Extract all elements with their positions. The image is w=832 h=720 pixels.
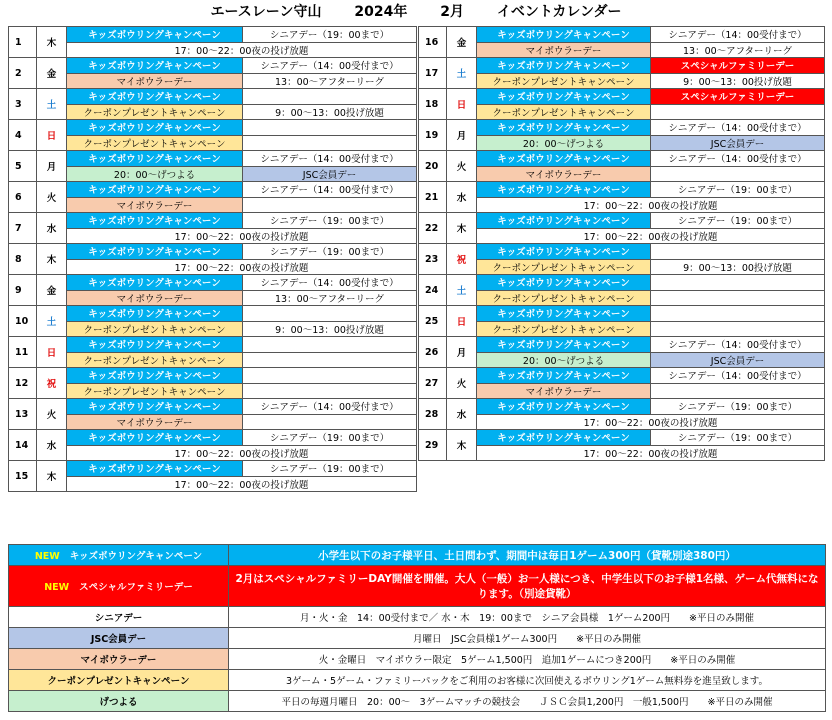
event-myball: マイボウラーデー xyxy=(477,42,651,58)
day-number: 25 xyxy=(419,306,447,337)
event-sr19: シニアデー（19：00まで） xyxy=(651,182,825,198)
calendar-day-row-2 xyxy=(9,135,417,151)
legend-name xyxy=(9,545,229,566)
legend-name-label: JSC会員デー xyxy=(90,634,147,645)
event-blank xyxy=(651,166,825,182)
event-kids: キッズボウリングキャンペーン xyxy=(67,368,243,384)
calendar-day-row xyxy=(419,58,825,74)
event-morn: 9：00～13：00投げ放題 xyxy=(651,73,825,89)
event-coupon: クーポンプレゼントキャンペーン xyxy=(67,104,243,120)
calendar-day-row-2 xyxy=(9,321,417,337)
calendar-day-row xyxy=(419,89,825,105)
day-of-week: 土 xyxy=(37,306,67,337)
legend-name-label: クーポンプレゼントキャンペーン xyxy=(47,676,190,687)
day-of-week: 祝 xyxy=(447,244,477,275)
event-kids: キッズボウリングキャンペーン xyxy=(67,213,243,229)
event-myball: マイボウラーデー xyxy=(67,414,243,430)
legend-description: 火・金曜日 マイボウラー限定 5ゲーム1,500円 追加1ゲームにつき200円 ※平日のみ開催 xyxy=(229,649,826,670)
event-blank xyxy=(243,337,417,353)
calendar-day-row-2 xyxy=(9,73,417,89)
calendar-day-row-2 xyxy=(9,414,417,430)
event-sr14: シニアデー（14：00受付まで） xyxy=(243,151,417,167)
legend-name-label: げつよる xyxy=(99,697,138,708)
calendar-day-row xyxy=(9,306,417,322)
day-of-week: 土 xyxy=(37,89,67,120)
calendar-day-row-2 xyxy=(9,259,417,275)
calendar-day-row xyxy=(9,430,417,446)
event-coupon: クーポンプレゼントキャンペーン xyxy=(67,352,243,368)
legend-description: 3ゲーム・5ゲーム・ファミリーパックをご利用のお客様に次回使えるボウリング1ゲーム無料券を進呈致します。 xyxy=(229,670,826,691)
event-sr14: シニアデー（14：00受付まで） xyxy=(243,275,417,291)
calendar-day-row xyxy=(419,399,825,415)
event-morn: 9：00～13：00投げ放題 xyxy=(243,104,417,120)
event-coupon: クーポンプレゼントキャンペーン xyxy=(477,259,651,275)
day-of-week: 祝 xyxy=(37,368,67,399)
event-sr14: シニアデー（14：00受付まで） xyxy=(651,120,825,136)
event-eve: 17：00～22：00夜の投げ放題 xyxy=(67,476,417,492)
day-of-week: 火 xyxy=(447,151,477,182)
event-kids: キッズボウリングキャンペーン xyxy=(477,244,651,260)
legend-row-myball xyxy=(9,649,826,670)
event-blank xyxy=(651,290,825,306)
event-kids: キッズボウリングキャンペーン xyxy=(67,337,243,353)
event-blank xyxy=(243,383,417,399)
calendar-day-row xyxy=(9,368,417,384)
event-eve: 17：00～22：00夜の投げ放題 xyxy=(67,259,417,275)
calendar-day-row-2 xyxy=(9,104,417,120)
new-badge: NEW xyxy=(44,582,70,593)
event-sr14: シニアデー（14：00受付まで） xyxy=(243,58,417,74)
event-blank xyxy=(651,275,825,291)
legend-name xyxy=(9,691,229,712)
title-venue: エースレーン守山 xyxy=(210,4,322,20)
calendar-day-row xyxy=(9,120,417,136)
calendar-day-row-2 xyxy=(9,42,417,58)
event-morn: 9：00～13：00投げ放題 xyxy=(243,321,417,337)
day-number: 11 xyxy=(9,337,37,368)
title-name: イベントカレンダー xyxy=(496,4,622,20)
event-eve: 17：00～22：00夜の投げ放題 xyxy=(477,228,825,244)
title-year: 2024年 xyxy=(354,4,408,20)
calendar-day-row xyxy=(9,461,417,477)
day-number: 2 xyxy=(9,58,37,89)
event-myball: マイボウラーデー xyxy=(67,73,243,89)
event-sr19: シニアデー（19：00まで） xyxy=(651,399,825,415)
day-of-week: 日 xyxy=(37,120,67,151)
legend-name xyxy=(9,566,229,607)
day-of-week: 木 xyxy=(37,244,67,275)
event-blank xyxy=(651,244,825,260)
day-of-week: 木 xyxy=(37,27,67,58)
day-of-week: 水 xyxy=(447,399,477,430)
legend-row-getsu xyxy=(9,691,826,712)
legend-name xyxy=(9,607,229,628)
event-blank xyxy=(243,89,417,105)
event-blank xyxy=(243,368,417,384)
event-kids: キッズボウリングキャンペーン xyxy=(67,244,243,260)
event-kids: キッズボウリングキャンペーン xyxy=(477,120,651,136)
legend-description: 2月はスペシャルファミリーDAY開催を開催。大人（一般）お一人様につき、中学生以下のお子様1名様、ゲーム代無料になります。（別途貸靴） xyxy=(229,566,826,607)
day-number: 20 xyxy=(419,151,447,182)
event-blank xyxy=(243,306,417,322)
day-of-week: 土 xyxy=(447,275,477,306)
calendar-day-row-2 xyxy=(419,352,825,368)
event-sr19: シニアデー（19：00まで） xyxy=(651,213,825,229)
event-getsu: 20：00～げつよる xyxy=(477,135,651,151)
calendar-day-row xyxy=(419,368,825,384)
legend-table xyxy=(8,544,826,712)
day-number: 8 xyxy=(9,244,37,275)
event-coupon: クーポンプレゼントキャンペーン xyxy=(477,290,651,306)
event-kids: キッズボウリングキャンペーン xyxy=(477,399,651,415)
legend-description: 月・火・金 14：00受付まで／ 水・木 19：00まで シニア会員様 1ゲーム200円 ※平日のみ開催 xyxy=(229,607,826,628)
day-number: 24 xyxy=(419,275,447,306)
event-eve: 17：00～22：00夜の投げ放題 xyxy=(67,445,417,461)
day-number: 15 xyxy=(9,461,37,492)
event-blank xyxy=(651,321,825,337)
calendar-day-row xyxy=(419,337,825,353)
day-number: 22 xyxy=(419,213,447,244)
legend-name-label: キッズボウリングキャンペーン xyxy=(69,551,203,562)
day-of-week: 金 xyxy=(37,275,67,306)
event-blank xyxy=(651,383,825,399)
event-kids: キッズボウリングキャンペーン xyxy=(477,306,651,322)
day-number: 12 xyxy=(9,368,37,399)
day-number: 9 xyxy=(9,275,37,306)
event-myball: マイボウラーデー xyxy=(67,197,243,213)
event-sr14: シニアデー（14：00受付まで） xyxy=(651,337,825,353)
legend-name-label: シニアデー xyxy=(94,613,143,624)
calendar-day-row-2 xyxy=(419,321,825,337)
legend-row-jsc xyxy=(9,628,826,649)
calendar-day-row-2 xyxy=(419,166,825,182)
day-number: 26 xyxy=(419,337,447,368)
day-number: 4 xyxy=(9,120,37,151)
event-sr14: シニアデー（14：00受付まで） xyxy=(243,182,417,198)
day-number: 3 xyxy=(9,89,37,120)
event-kids: キッズボウリングキャンペーン xyxy=(67,306,243,322)
event-coupon: クーポンプレゼントキャンペーン xyxy=(67,135,243,151)
legend-description: 月曜日 JSC会員様1ゲーム300円 ※平日のみ開催 xyxy=(229,628,826,649)
calendar-day-row-2 xyxy=(419,290,825,306)
day-of-week: 日 xyxy=(37,337,67,368)
new-badge: NEW xyxy=(34,551,60,562)
day-number: 23 xyxy=(419,244,447,275)
legend-name xyxy=(9,649,229,670)
calendar-day-row xyxy=(9,58,417,74)
day-of-week: 土 xyxy=(447,58,477,89)
calendar-day-row xyxy=(9,275,417,291)
event-myball: マイボウラーデー xyxy=(67,290,243,306)
calendar-day-row-2 xyxy=(9,228,417,244)
event-kids: キッズボウリングキャンペーン xyxy=(67,27,243,43)
day-of-week: 金 xyxy=(447,27,477,58)
calendar-day-row-2 xyxy=(419,104,825,120)
legend-row-senior xyxy=(9,607,826,628)
calendar-day-row xyxy=(419,244,825,260)
event-kids: キッズボウリングキャンペーン xyxy=(67,430,243,446)
event-kids: キッズボウリングキャンペーン xyxy=(67,58,243,74)
event-eve: 17：00～22：00夜の投げ放題 xyxy=(67,42,417,58)
event-getsu: 20：00～げつよる xyxy=(67,166,243,182)
event-coupon: クーポンプレゼントキャンペーン xyxy=(67,321,243,337)
event-kids: キッズボウリングキャンペーン xyxy=(477,213,651,229)
calendar-day-row-2 xyxy=(419,414,825,430)
event-blank xyxy=(243,197,417,213)
calendar-day-row-2 xyxy=(9,197,417,213)
event-coupon: クーポンプレゼントキャンペーン xyxy=(477,104,651,120)
day-number: 19 xyxy=(419,120,447,151)
event-kids: キッズボウリングキャンペーン xyxy=(67,275,243,291)
event-sr19: シニアデー（19：00まで） xyxy=(243,430,417,446)
calendar-day-row xyxy=(9,89,417,105)
event-myball: マイボウラーデー xyxy=(477,383,651,399)
day-number: 13 xyxy=(9,399,37,430)
day-of-week: 火 xyxy=(447,368,477,399)
day-of-week: 水 xyxy=(37,430,67,461)
day-number: 7 xyxy=(9,213,37,244)
event-myball: マイボウラーデー xyxy=(477,166,651,182)
calendar-day-row-2 xyxy=(419,197,825,213)
legend-row-coupon xyxy=(9,670,826,691)
calendar-day-row xyxy=(9,337,417,353)
event-eve: 17：00～22：00夜の投げ放題 xyxy=(477,414,825,430)
event-kids: キッズボウリングキャンペーン xyxy=(67,151,243,167)
legend-name-label: マイボウラーデー xyxy=(80,655,157,666)
legend-name-label: スペシャルファミリーデー xyxy=(79,582,193,593)
calendar-day-row xyxy=(9,213,417,229)
event-jsc: JSC会員デー xyxy=(651,352,825,368)
event-blank xyxy=(243,135,417,151)
day-of-week: 日 xyxy=(447,306,477,337)
event-after: 13：00～アフターリーグ xyxy=(651,42,825,58)
day-of-week: 火 xyxy=(37,399,67,430)
legend-name xyxy=(9,670,229,691)
calendar-day-row xyxy=(419,151,825,167)
day-number: 28 xyxy=(419,399,447,430)
event-special: スペシャルファミリーデー xyxy=(651,89,825,105)
event-blank xyxy=(651,306,825,322)
event-kids: キッズボウリングキャンペーン xyxy=(67,399,243,415)
day-number: 1 xyxy=(9,27,37,58)
calendar-day-row xyxy=(419,430,825,446)
day-number: 29 xyxy=(419,430,447,461)
event-sr14: シニアデー（14：00受付まで） xyxy=(651,27,825,43)
legend-row-special xyxy=(9,566,826,607)
event-kids: キッズボウリングキャンペーン xyxy=(477,89,651,105)
event-eve: 17：00～22：00夜の投げ放題 xyxy=(477,197,825,213)
calendar-day-row-2 xyxy=(419,42,825,58)
event-kids: キッズボウリングキャンペーン xyxy=(477,58,651,74)
event-sr14: シニアデー（14：00受付まで） xyxy=(651,368,825,384)
event-kids: キッズボウリングキャンペーン xyxy=(67,89,243,105)
event-after: 13：00～アフターリーグ xyxy=(243,290,417,306)
event-sr14: シニアデー（14：00受付まで） xyxy=(651,151,825,167)
event-sr19: シニアデー（19：00まで） xyxy=(243,27,417,43)
calendar-day-row xyxy=(9,244,417,260)
calendar-day-row-2 xyxy=(9,352,417,368)
event-getsu: 20：00～げつよる xyxy=(477,352,651,368)
event-blank xyxy=(243,120,417,136)
day-number: 27 xyxy=(419,368,447,399)
event-blank xyxy=(243,414,417,430)
day-number: 21 xyxy=(419,182,447,213)
event-kids: キッズボウリングキャンペーン xyxy=(67,182,243,198)
event-coupon: クーポンプレゼントキャンペーン xyxy=(477,321,651,337)
day-number: 17 xyxy=(419,58,447,89)
day-of-week: 火 xyxy=(37,182,67,213)
event-kids: キッズボウリングキャンペーン xyxy=(477,368,651,384)
event-kids: キッズボウリングキャンペーン xyxy=(477,182,651,198)
day-number: 14 xyxy=(9,430,37,461)
day-of-week: 木 xyxy=(447,213,477,244)
calendar-day-row-2 xyxy=(9,476,417,492)
calendar-day-row-2 xyxy=(419,73,825,89)
calendar-day-row-2 xyxy=(9,290,417,306)
calendar-day-row xyxy=(419,27,825,43)
day-of-week: 水 xyxy=(37,213,67,244)
calendar-day-row xyxy=(9,399,417,415)
event-eve: 17：00～22：00夜の投げ放題 xyxy=(67,228,417,244)
event-sr19: シニアデー（19：00まで） xyxy=(651,430,825,446)
day-of-week: 月 xyxy=(37,151,67,182)
day-of-week: 木 xyxy=(37,461,67,492)
calendar-day-row-2 xyxy=(9,166,417,182)
day-number: 16 xyxy=(419,27,447,58)
calendar-day-row xyxy=(9,151,417,167)
legend-name xyxy=(9,628,229,649)
event-sr19: シニアデー（19：00まで） xyxy=(243,213,417,229)
legend-description: 平日の毎週月曜日 20：00～ 3ゲームマッチの競技会 ＪＳＣ会員1,200円 一般1,500円 ※平日のみ開催 xyxy=(229,691,826,712)
legend-description: 小学生以下のお子様平日、土日問わず、期間中は毎日1ゲーム300円（貸靴別途380円） xyxy=(229,545,826,566)
calendar-day-row-2 xyxy=(9,445,417,461)
calendar-day-row-2 xyxy=(419,259,825,275)
calendar-day-row xyxy=(419,306,825,322)
event-sr19: シニアデー（19：00まで） xyxy=(243,461,417,477)
day-of-week: 月 xyxy=(447,337,477,368)
title-month: 2月 xyxy=(440,4,464,20)
calendar-day-row-2 xyxy=(419,135,825,151)
page-title xyxy=(0,0,832,24)
calendar-day-row xyxy=(419,275,825,291)
calendar-day-row xyxy=(9,182,417,198)
calendar-left xyxy=(8,26,417,492)
event-kids: キッズボウリングキャンペーン xyxy=(477,151,651,167)
day-number: 5 xyxy=(9,151,37,182)
calendar-day-row-2 xyxy=(9,383,417,399)
event-jsc: JSC会員デー xyxy=(651,135,825,151)
event-sr14: シニアデー（14：00受付まで） xyxy=(243,399,417,415)
calendar-day-row xyxy=(419,213,825,229)
event-kids: キッズボウリングキャンペーン xyxy=(477,430,651,446)
day-of-week: 水 xyxy=(447,182,477,213)
calendar-day-row xyxy=(9,27,417,43)
day-of-week: 日 xyxy=(447,89,477,120)
day-of-week: 木 xyxy=(447,430,477,461)
event-blank xyxy=(651,104,825,120)
day-of-week: 月 xyxy=(447,120,477,151)
calendar-day-row-2 xyxy=(419,445,825,461)
event-coupon: クーポンプレゼントキャンペーン xyxy=(477,73,651,89)
day-of-week: 金 xyxy=(37,58,67,89)
event-kids: キッズボウリングキャンペーン xyxy=(477,337,651,353)
day-number: 18 xyxy=(419,89,447,120)
event-kids: キッズボウリングキャンペーン xyxy=(67,461,243,477)
event-kids: キッズボウリングキャンペーン xyxy=(477,27,651,43)
event-kids: キッズボウリングキャンペーン xyxy=(67,120,243,136)
calendar-day-row xyxy=(419,182,825,198)
event-special: スペシャルファミリーデー xyxy=(651,58,825,74)
event-jsc: JSC会員デー xyxy=(243,166,417,182)
event-eve: 17：00～22：00夜の投げ放題 xyxy=(477,445,825,461)
day-number: 6 xyxy=(9,182,37,213)
event-sr19: シニアデー（19：00まで） xyxy=(243,244,417,260)
legend-row-kids xyxy=(9,545,826,566)
event-morn: 9：00～13：00投げ放題 xyxy=(651,259,825,275)
event-kids: キッズボウリングキャンペーン xyxy=(477,275,651,291)
day-number: 10 xyxy=(9,306,37,337)
calendar-right xyxy=(418,26,825,461)
calendar-day-row-2 xyxy=(419,383,825,399)
event-blank xyxy=(243,352,417,368)
event-coupon: クーポンプレゼントキャンペーン xyxy=(67,383,243,399)
calendar-day-row-2 xyxy=(419,228,825,244)
event-after: 13：00～アフターリーグ xyxy=(243,73,417,89)
calendar-day-row xyxy=(419,120,825,136)
